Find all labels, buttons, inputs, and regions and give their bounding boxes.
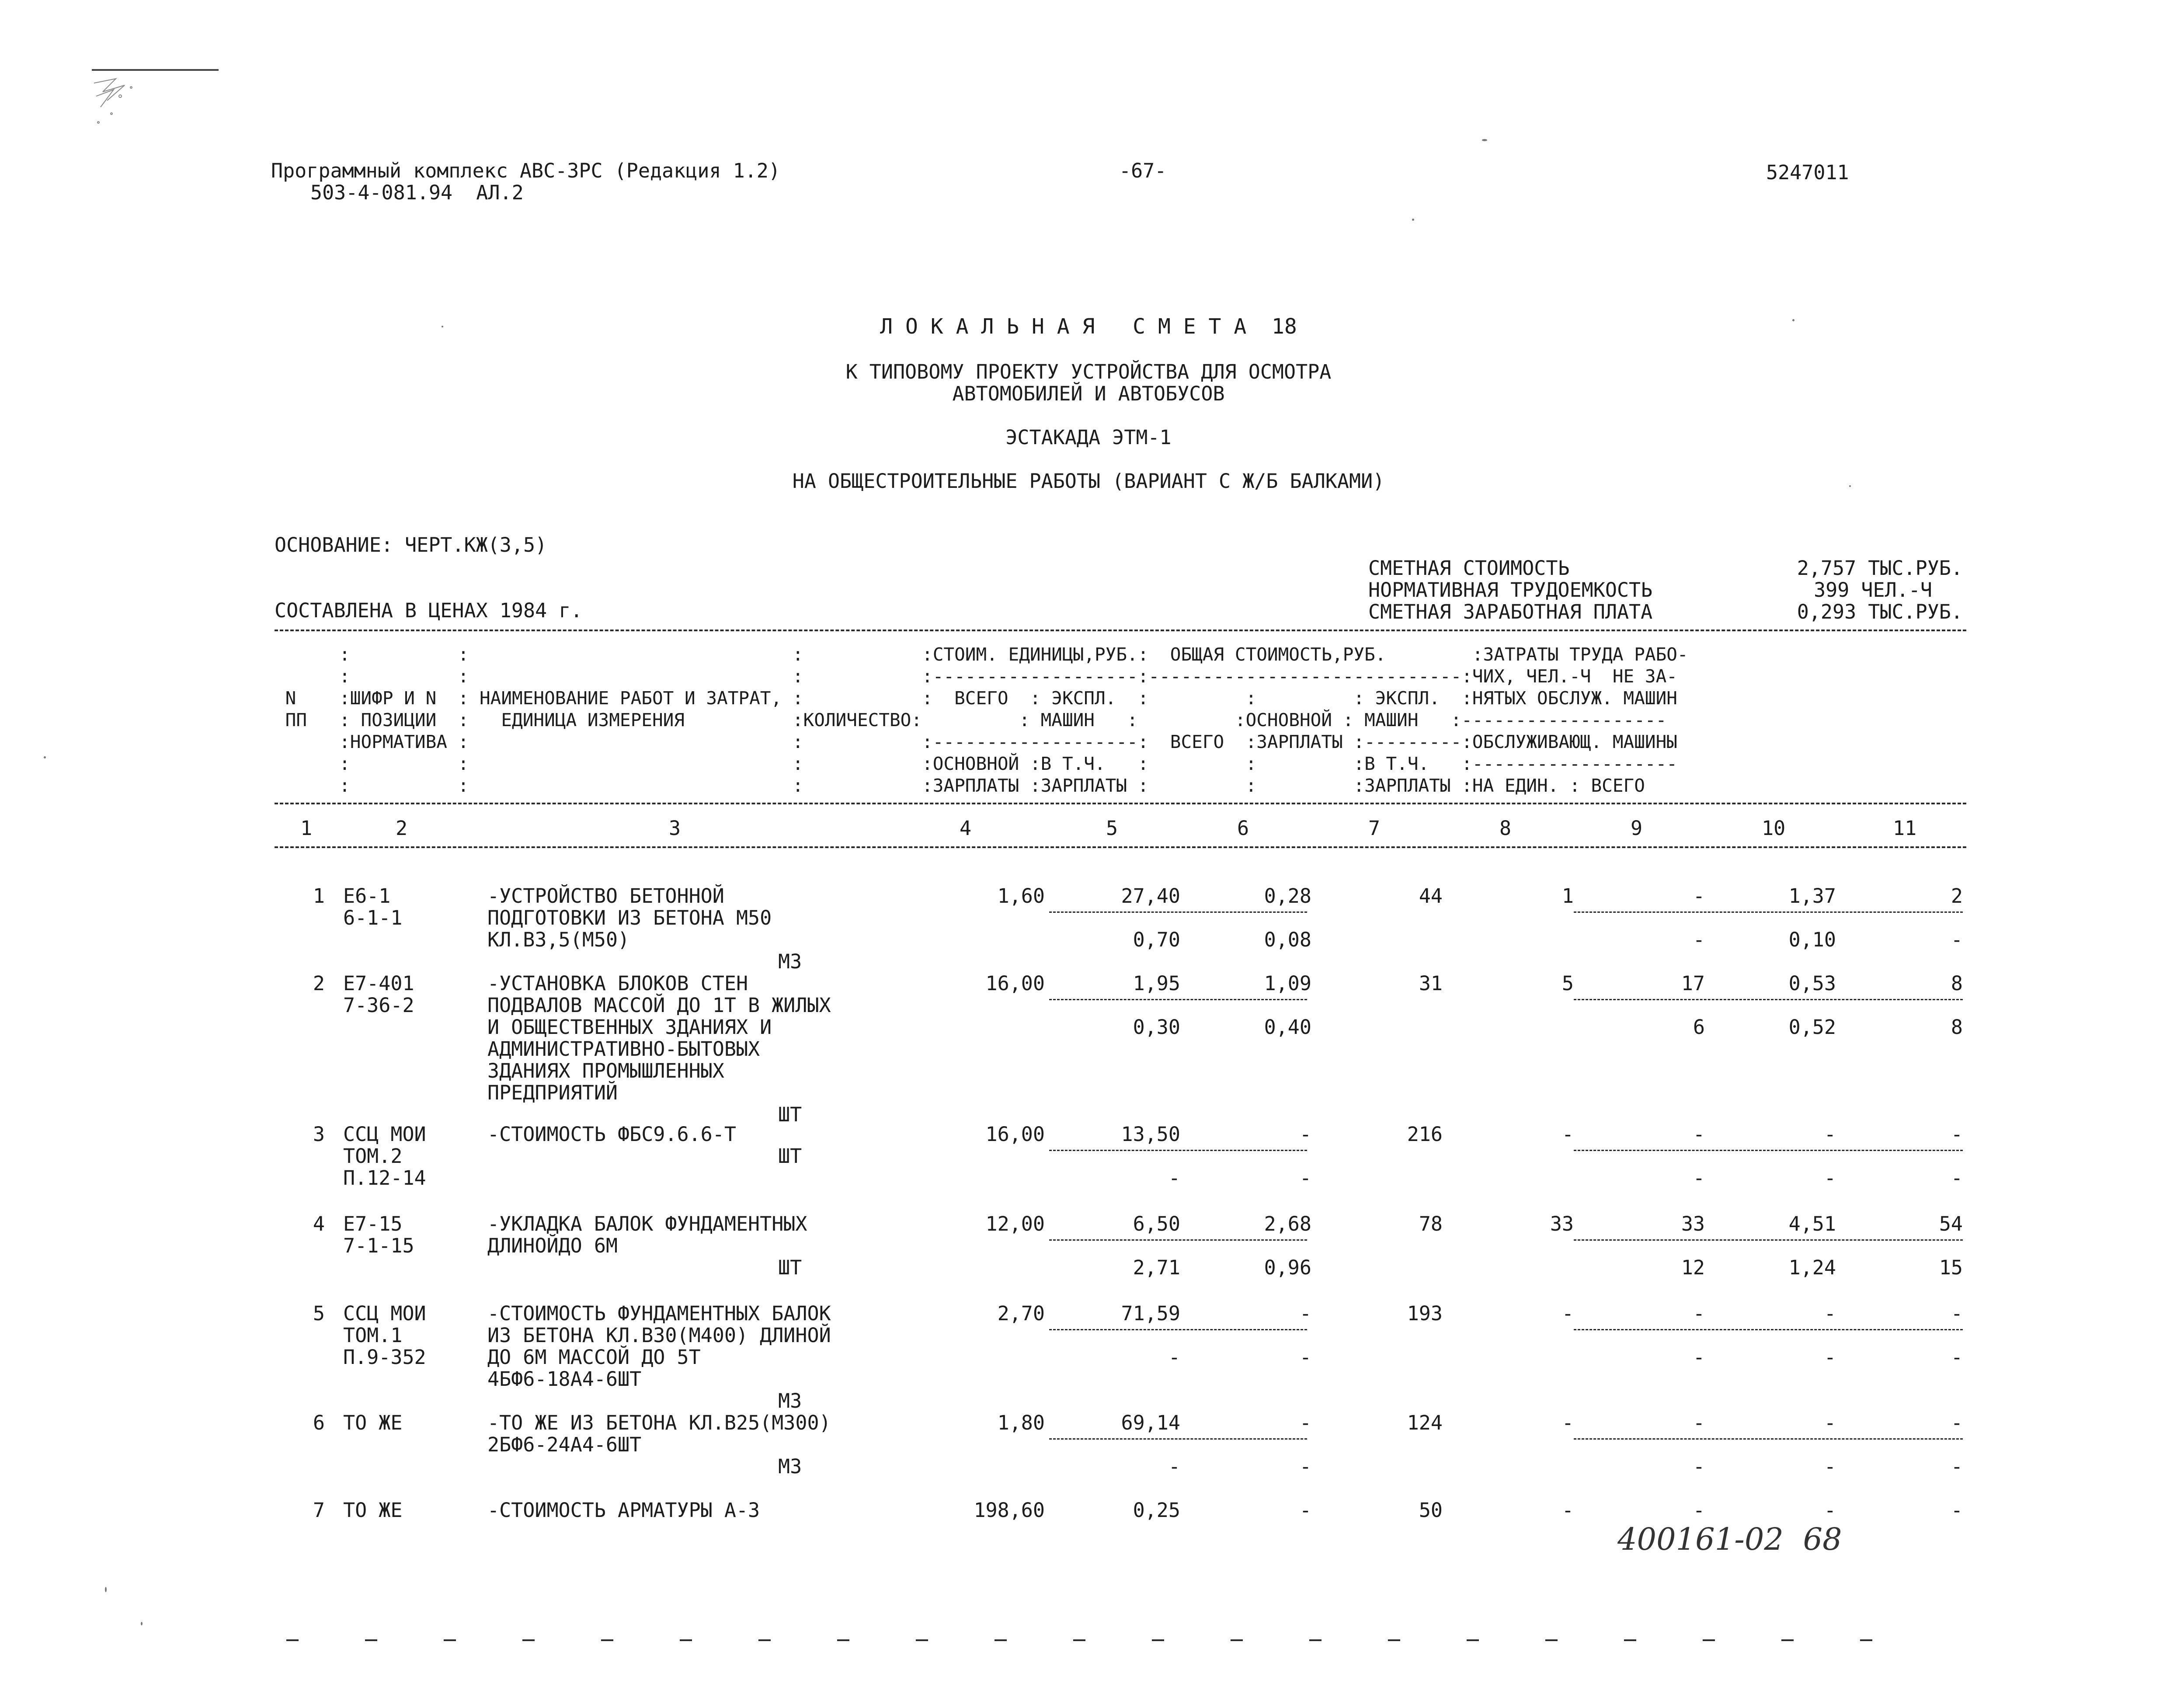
sub-divider: [1049, 1239, 1307, 1241]
row-value-c11b: -: [1951, 1455, 1963, 1478]
row-name: -УКЛАДКА БАЛОК ФУНДАМЕНТНЫХ: [487, 1212, 807, 1235]
dash-mark: [1309, 1639, 1322, 1641]
row-name: 4БФ6-18А4-6ШТ: [487, 1367, 642, 1391]
row-value-c5: 6,50: [1133, 1212, 1180, 1235]
row-value-c9: -: [1693, 1123, 1705, 1146]
header-line: : : : :СТОИМ. ЕДИНИЦЫ,РУБ.: ОБЩАЯ СТОИМОСТЬ,РУБ. :ЗАТРАТЫ ТРУДА РАБО-: [275, 644, 1688, 665]
sub-divider: [1574, 1438, 1963, 1440]
title-line-1: К ТИПОВОМУ ПРОЕКТУ УСТРОЙСТВА ДЛЯ ОСМОТРА: [845, 360, 1332, 383]
row-value-c5b: -: [1168, 1455, 1180, 1478]
column-number: 2: [396, 817, 408, 840]
row-value-c6: -: [1299, 1302, 1311, 1325]
sub-divider: [1049, 1150, 1307, 1151]
row-value-c8: -: [1561, 1302, 1574, 1325]
row-value-c11b: -: [1951, 1166, 1963, 1190]
object-name: ЭСТАКАДА ЭТМ-1: [1005, 426, 1172, 449]
dash-mark: [680, 1639, 692, 1641]
row-code: 6-1-1: [343, 906, 403, 929]
row-value-c9: -: [1693, 1499, 1705, 1522]
row-unit: М3: [778, 1389, 802, 1412]
row-value-c9: -: [1693, 1411, 1705, 1434]
row-value-c9b: -: [1693, 1166, 1705, 1190]
stamp-remnant-icon: [90, 66, 221, 153]
row-value-c5b: 2,71: [1133, 1256, 1180, 1279]
row-code: Е6-1: [343, 884, 391, 908]
dash-mark: [286, 1639, 299, 1641]
row-value-c9: -: [1693, 884, 1705, 908]
row-name: И ОБЩЕСТВЕННЫХ ЗДАНИЯХ И: [487, 1016, 772, 1039]
column-number: 1: [289, 817, 313, 840]
summary-label: СМЕТНАЯ ЗАРАБОТНАЯ ПЛАТА: [1368, 600, 1653, 623]
row-value-c11: 8: [1951, 972, 1963, 995]
title-line-2: АВТОМОБИЛЕЙ И АВТОБУСОВ: [952, 382, 1225, 405]
sub-divider: [1574, 1239, 1963, 1241]
row-value-c5b: 0,30: [1133, 1016, 1180, 1039]
row-value-c10: 0,53: [1788, 972, 1836, 995]
row-value-c8: 1: [1561, 884, 1574, 908]
column-number: 8: [1499, 817, 1512, 840]
dash-mark: [1152, 1639, 1164, 1641]
dash-mark: [1073, 1639, 1085, 1641]
row-value-c11b: -: [1951, 928, 1963, 951]
speck: [105, 1587, 107, 1592]
row-value-c11: -: [1951, 1302, 1963, 1325]
handwritten-note: 400161-02 68: [1617, 1521, 1842, 1557]
row-name: АДМИНИСТРАТИВНО-БЫТОВЫХ: [487, 1037, 760, 1061]
header-bottom-rule: [275, 803, 1966, 804]
dash-mark: [444, 1639, 456, 1641]
row-value-c10b: 0,10: [1788, 928, 1836, 951]
dash-mark: [522, 1639, 535, 1641]
dash-mark: [1624, 1639, 1636, 1641]
summary-value: 399 ЧЕЛ.-Ч: [1814, 578, 1932, 602]
row-number: 3: [313, 1123, 325, 1146]
row-value-c9b: 6: [1693, 1016, 1705, 1039]
sub-divider: [1049, 911, 1307, 913]
row-value-c5: 13,50: [1121, 1123, 1180, 1146]
row-value-c7: 31: [1419, 972, 1443, 995]
row-value-c5: 0,25: [1133, 1499, 1180, 1522]
row-value-c6b: -: [1299, 1166, 1311, 1190]
row-value-c10: 4,51: [1788, 1212, 1836, 1235]
row-unit: М3: [778, 1455, 802, 1478]
row-value-c6: 0,28: [1264, 884, 1311, 908]
summary-label: СМЕТНАЯ СТОИМОСТЬ: [1368, 557, 1570, 580]
row-name: -ТО ЖЕ ИЗ БЕТОНА КЛ.В25(М300): [487, 1411, 831, 1434]
speck: [1792, 319, 1794, 321]
row-unit: М3: [778, 950, 802, 973]
row-value-c9b: -: [1693, 1346, 1705, 1369]
row-value-c11b: 15: [1939, 1256, 1963, 1279]
row-code: П.9-352: [343, 1346, 426, 1369]
row-value-c10b: -: [1824, 1455, 1836, 1478]
row-value-c6: 1,09: [1264, 972, 1311, 995]
row-value-c6b: 0,08: [1264, 928, 1311, 951]
row-value-c8: 5: [1561, 972, 1574, 995]
row-value-c6: -: [1299, 1411, 1311, 1434]
header-line: : : : :ЗАРПЛАТЫ :ЗАРПЛАТЫ : : :ЗАРПЛАТЫ :НА ЕДИН. : ВСЕГО: [275, 775, 1645, 796]
row-value-c5b: -: [1168, 1346, 1180, 1369]
row-code: Е7-401: [343, 972, 414, 995]
row-value-qty: 1,60: [997, 884, 1045, 908]
row-name: ИЗ БЕТОНА КЛ.В30(М400) ДЛИНОЙ: [487, 1324, 831, 1347]
row-value-c7: 50: [1419, 1499, 1443, 1522]
row-name: 2БФ6-24А4-6ШТ: [487, 1433, 642, 1456]
row-value-qty: 198,60: [974, 1499, 1045, 1522]
row-name: КЛ.В3,5(М50): [487, 928, 630, 951]
row-name: -СТОИМОСТЬ ФБС9.6.6-Т: [487, 1123, 736, 1146]
sub-divider: [1574, 911, 1963, 913]
row-value-c5: 71,59: [1121, 1302, 1180, 1325]
sub-divider: [1574, 1329, 1963, 1330]
dash-mark: [1781, 1639, 1794, 1641]
row-value-c11: 54: [1939, 1212, 1963, 1235]
row-value-c8: -: [1561, 1123, 1574, 1146]
row-value-c6: 2,68: [1264, 1212, 1311, 1235]
sub-divider: [1574, 999, 1963, 1000]
row-unit: ШТ: [778, 1256, 802, 1279]
row-value-c5: 69,14: [1121, 1411, 1180, 1434]
row-number: 6: [313, 1411, 325, 1434]
row-value-c10b: 0,52: [1788, 1016, 1836, 1039]
row-code: ТО ЖЕ: [343, 1411, 403, 1434]
speck: [141, 1622, 143, 1625]
dash-mark: [758, 1639, 771, 1641]
row-name: -СТОИМОСТЬ АРМАТУРЫ А-3: [487, 1499, 760, 1522]
row-value-c10b: 1,24: [1788, 1256, 1836, 1279]
column-number: 3: [669, 817, 681, 840]
row-value-c9b: -: [1693, 1455, 1705, 1478]
summary-value: 0,293 ТЫС.РУБ.: [1797, 600, 1963, 623]
row-unit: ШТ: [778, 1144, 802, 1168]
row-value-c10: -: [1824, 1499, 1836, 1522]
row-name: ПОДВАЛОВ МАССОЙ ДО 1Т В ЖИЛЫХ: [487, 994, 831, 1017]
row-value-c7: 216: [1407, 1123, 1443, 1146]
project-code: 503-4-081.94 АЛ.2: [310, 181, 524, 204]
row-value-c9: 33: [1681, 1212, 1705, 1235]
row-name: ДО 6М МАССОЙ ДО 5Т: [487, 1346, 701, 1369]
row-number: 5: [313, 1302, 325, 1325]
row-name: ДЛИНОЙДО 6М: [487, 1234, 618, 1257]
dash-mark: [837, 1639, 849, 1641]
row-value-c6b: -: [1299, 1455, 1311, 1478]
document-number: 5247011: [1766, 161, 1849, 184]
column-number-rule: [275, 846, 1966, 848]
sub-divider: [1574, 1150, 1963, 1151]
row-value-c9: -: [1693, 1302, 1705, 1325]
page-number: -67-: [1119, 159, 1167, 182]
column-number: 5: [1106, 817, 1118, 840]
dash-mark: [916, 1639, 928, 1641]
row-code: 7-36-2: [343, 994, 414, 1017]
column-number: 9: [1631, 817, 1643, 840]
row-value-c6b: 0,40: [1264, 1016, 1311, 1039]
speck: [44, 756, 46, 758]
dash-mark: [1231, 1639, 1243, 1641]
header-line: N :ШИФР И N : НАИМЕНОВАНИЕ РАБОТ И ЗАТРАТ, : : ВСЕГО : ЭКСПЛ. : : : ЭКСПЛ. :НЯТЫХ ОБСЛУЖ. МАШИН: [275, 688, 1677, 709]
row-value-c6: -: [1299, 1499, 1311, 1522]
row-name: -СТОИМОСТЬ ФУНДАМЕНТНЫХ БАЛОК: [487, 1302, 831, 1325]
row-value-qty: 12,00: [985, 1212, 1045, 1235]
row-value-c6: -: [1299, 1123, 1311, 1146]
row-name: ПРЕДПРИЯТИЙ: [487, 1081, 618, 1104]
column-number: 4: [960, 817, 972, 840]
row-code: ТО ЖЕ: [343, 1499, 403, 1522]
row-value-c10: -: [1824, 1411, 1836, 1434]
row-name: -УСТРОЙСТВО БЕТОННОЙ: [487, 884, 724, 908]
row-value-c11b: -: [1951, 1346, 1963, 1369]
row-value-c9b: -: [1693, 928, 1705, 951]
header-line: ПП : ПОЗИЦИИ : ЕДИНИЦА ИЗМЕРЕНИЯ :КОЛИЧЕСТВО: : МАШИН : :ОСНОВНОЙ : МАШИН :-------------------: [275, 710, 1667, 731]
row-value-c5b: -: [1168, 1166, 1180, 1190]
row-value-qty: 16,00: [985, 972, 1045, 995]
row-number: 7: [313, 1499, 325, 1522]
column-number: 7: [1368, 817, 1381, 840]
program-name: Программный комплекс АВС-ЗРС (Редакция 1.2): [271, 159, 780, 182]
row-value-c10: -: [1824, 1123, 1836, 1146]
row-number: 2: [313, 972, 325, 995]
row-name: ЗДАНИЯХ ПРОМЫШЛЕННЫХ: [487, 1059, 724, 1082]
summary-label: НОРМАТИВНАЯ ТРУДОЕМКОСТЬ: [1368, 578, 1653, 602]
row-value-c10b: -: [1824, 1346, 1836, 1369]
dash-mark: [1703, 1639, 1715, 1641]
row-value-c5: 1,95: [1133, 972, 1180, 995]
row-code: ТОМ.1: [343, 1324, 403, 1347]
summary-value: 2,757 ТЫС.РУБ.: [1797, 557, 1963, 580]
table-top-rule: [275, 630, 1966, 631]
row-value-c8: 33: [1550, 1212, 1574, 1235]
row-value-c7: 193: [1407, 1302, 1443, 1325]
document-title: Л О К А Л Ь Н А Я С М Е Т А 18: [880, 314, 1297, 339]
row-number: 1: [313, 884, 325, 908]
speck: [1412, 219, 1414, 221]
row-value-c6b: 0,96: [1264, 1256, 1311, 1279]
row-code: ТОМ.2: [343, 1144, 403, 1168]
row-value-c8: -: [1561, 1499, 1574, 1522]
row-value-c5: 27,40: [1121, 884, 1180, 908]
row-code: Е7-15: [343, 1212, 403, 1235]
column-number: 11: [1893, 817, 1917, 840]
header-line: :НОРМАТИВА : : :-------------------: ВСЕГО :ЗАРПЛАТЫ :---------:ОБСЛУЖИВАЮЩ. МАШИНЫ: [275, 731, 1677, 752]
row-value-c11: -: [1951, 1411, 1963, 1434]
row-code: ССЦ МОИ: [343, 1302, 426, 1325]
sub-divider: [1049, 1438, 1307, 1440]
dash-mark: [601, 1639, 613, 1641]
dash-mark: [1388, 1639, 1400, 1641]
column-number: 6: [1237, 817, 1249, 840]
dash-mark: [365, 1639, 377, 1641]
column-number: 10: [1762, 817, 1786, 840]
speck: [1482, 139, 1487, 141]
row-value-c11: 2: [1951, 884, 1963, 908]
price-year: СОСТАВЛЕНА В ЦЕНАХ 1984 г.: [275, 599, 583, 622]
row-value-c10: -: [1824, 1302, 1836, 1325]
row-code: 7-1-15: [343, 1234, 414, 1257]
row-value-c7: 78: [1419, 1212, 1443, 1235]
row-name: ПОДГОТОВКИ ИЗ БЕТОНА М50: [487, 906, 772, 929]
dash-mark: [995, 1639, 1007, 1641]
dash-mark: [1467, 1639, 1479, 1641]
sub-divider: [1049, 999, 1307, 1000]
basis-reference: ОСНОВАНИЕ: ЧЕРТ.КЖ(3,5): [275, 533, 547, 557]
header-line: : : : :ОСНОВНОЙ :В Т.Ч. : : :В Т.Ч. :-------------------: [275, 753, 1677, 774]
works-description: НА ОБЩЕСТРОИТЕЛЬНЫЕ РАБОТЫ (ВАРИАНТ С Ж/Б БАЛКАМИ): [792, 470, 1385, 493]
row-value-c7: 44: [1419, 884, 1443, 908]
header-line: : : : :-------------------:-----------------------------:ЧИХ, ЧЕЛ.-Ч НЕ ЗА-: [275, 666, 1677, 687]
row-value-qty: 2,70: [997, 1302, 1045, 1325]
row-code: ССЦ МОИ: [343, 1123, 426, 1146]
row-value-qty: 1,80: [997, 1411, 1045, 1434]
row-value-c7: 124: [1407, 1411, 1443, 1434]
row-value-c5b: 0,70: [1133, 928, 1180, 951]
row-value-c8: -: [1561, 1411, 1574, 1434]
speck: [442, 326, 443, 327]
row-code: П.12-14: [343, 1166, 426, 1190]
row-value-c9: 17: [1681, 972, 1705, 995]
row-value-c10b: -: [1824, 1166, 1836, 1190]
row-value-c11b: 8: [1951, 1016, 1963, 1039]
row-value-c9b: 12: [1681, 1256, 1705, 1279]
row-value-c11: -: [1951, 1499, 1963, 1522]
speck: [1849, 485, 1851, 487]
dash-mark: [1545, 1639, 1558, 1641]
row-value-c11: -: [1951, 1123, 1963, 1146]
row-value-c10: 1,37: [1788, 884, 1836, 908]
row-number: 4: [313, 1212, 325, 1235]
row-unit: ШТ: [778, 1103, 802, 1126]
dash-mark: [1860, 1639, 1872, 1641]
row-value-c6b: -: [1299, 1346, 1311, 1369]
row-value-qty: 16,00: [985, 1123, 1045, 1146]
sub-divider: [1049, 1329, 1307, 1330]
row-name: -УСТАНОВКА БЛОКОВ СТЕН: [487, 972, 748, 995]
